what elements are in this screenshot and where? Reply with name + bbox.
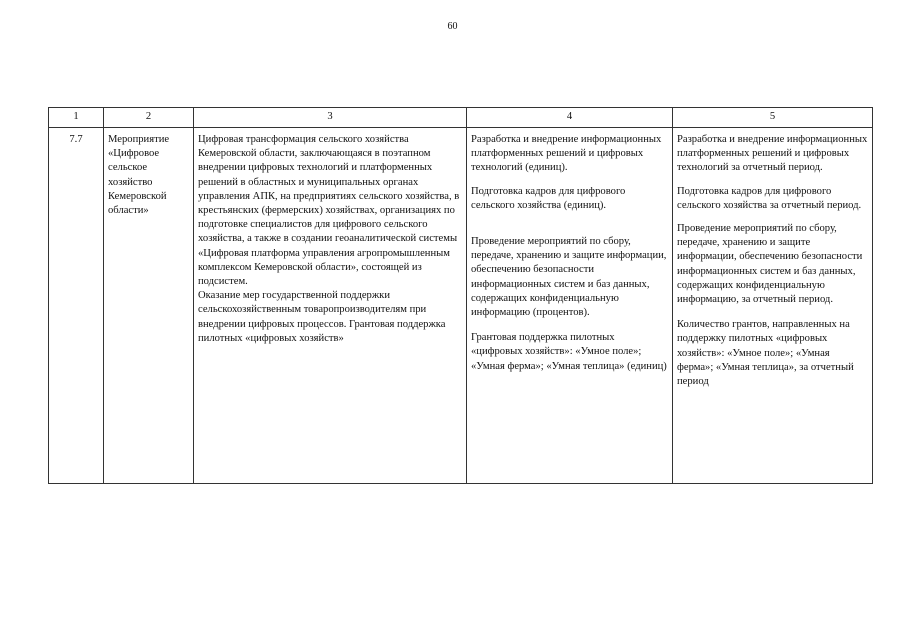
method-item: Подготовка кадров для цифрового сельского хозяйства за отчетный период. <box>677 185 862 211</box>
header-cell-1: 1 <box>49 108 104 128</box>
indicator-item: Разработка и внедрение информационных платформенных решений и цифровых технологий (единиц). <box>471 134 662 174</box>
method-cell <box>673 128 873 484</box>
description-cell <box>194 128 467 484</box>
indicator-cell <box>467 128 673 484</box>
header-cell-4: 4 <box>467 108 673 128</box>
program-table <box>48 107 873 484</box>
event-name: Мероприятие «Цифровое сельское хозяйство Кемеровской области» <box>108 134 170 217</box>
indicator-item: Проведение мероприятий по сбору, передаче, хранению и защите информации, обеспечению безопасности информационных систем и баз данных, содержащих конфиденциальную информацию (процентов). <box>471 236 667 319</box>
method-item: Количество грантов, направленных на поддержку пилотных «цифровых хозяйств»: «Умное поле»; «Умная ферма»; «Умная теплица», за отчетный период <box>677 319 854 388</box>
row-number-cell <box>49 128 104 484</box>
description-paragraph: Оказание мер государственной поддержки сельскохозяйственным товаропроизводителям при внедрении цифровых процессов. Грантовая поддержка пилотных «цифровых хозяйств» <box>198 290 446 344</box>
header-cell-2: 2 <box>104 108 194 128</box>
table-header-row <box>49 108 873 128</box>
header-cell-5: 5 <box>673 108 873 128</box>
indicator-item: Грантовая поддержка пилотных «цифровых хозяйств»: «Умное поле»; «Умная ферма»; «Умная теплица» (единиц) <box>471 332 667 372</box>
event-name-cell <box>104 128 194 484</box>
method-item: Проведение мероприятий по сбору, передаче, хранению и защите информации, обеспечению безопасности информационных систем и баз данных, содержащих конфиденциальную информацию, за отчетный период. <box>677 223 863 306</box>
row-number: 7.7 <box>69 134 83 145</box>
header-cell-3: 3 <box>194 108 467 128</box>
table-row <box>49 128 873 484</box>
indicator-item: Подготовка кадров для цифрового сельского хозяйства (единиц). <box>471 185 626 211</box>
description-paragraph: Цифровая трансформация сельского хозяйства Кемеровской области, заключающаяся в поэтапном внедрении цифровых технологий и платформенных решений в областных и муниципальных органах управления АПК, на предприятиях сельского хозяйства, в крестьянских (фермерских) хозяйствах, организациях по подготовке специалистов для цифрового сельского хозяйства, а также в создании геоаналитической системы «Цифровая платформа управления агропромышленным комплексом Кемеровской области», состоящей из подсистем. <box>198 134 460 288</box>
method-item: Разработка и внедрение информационных платформенных решений и цифровых технологий за отчетный период. <box>677 134 868 174</box>
page-number: 60 <box>447 21 458 32</box>
